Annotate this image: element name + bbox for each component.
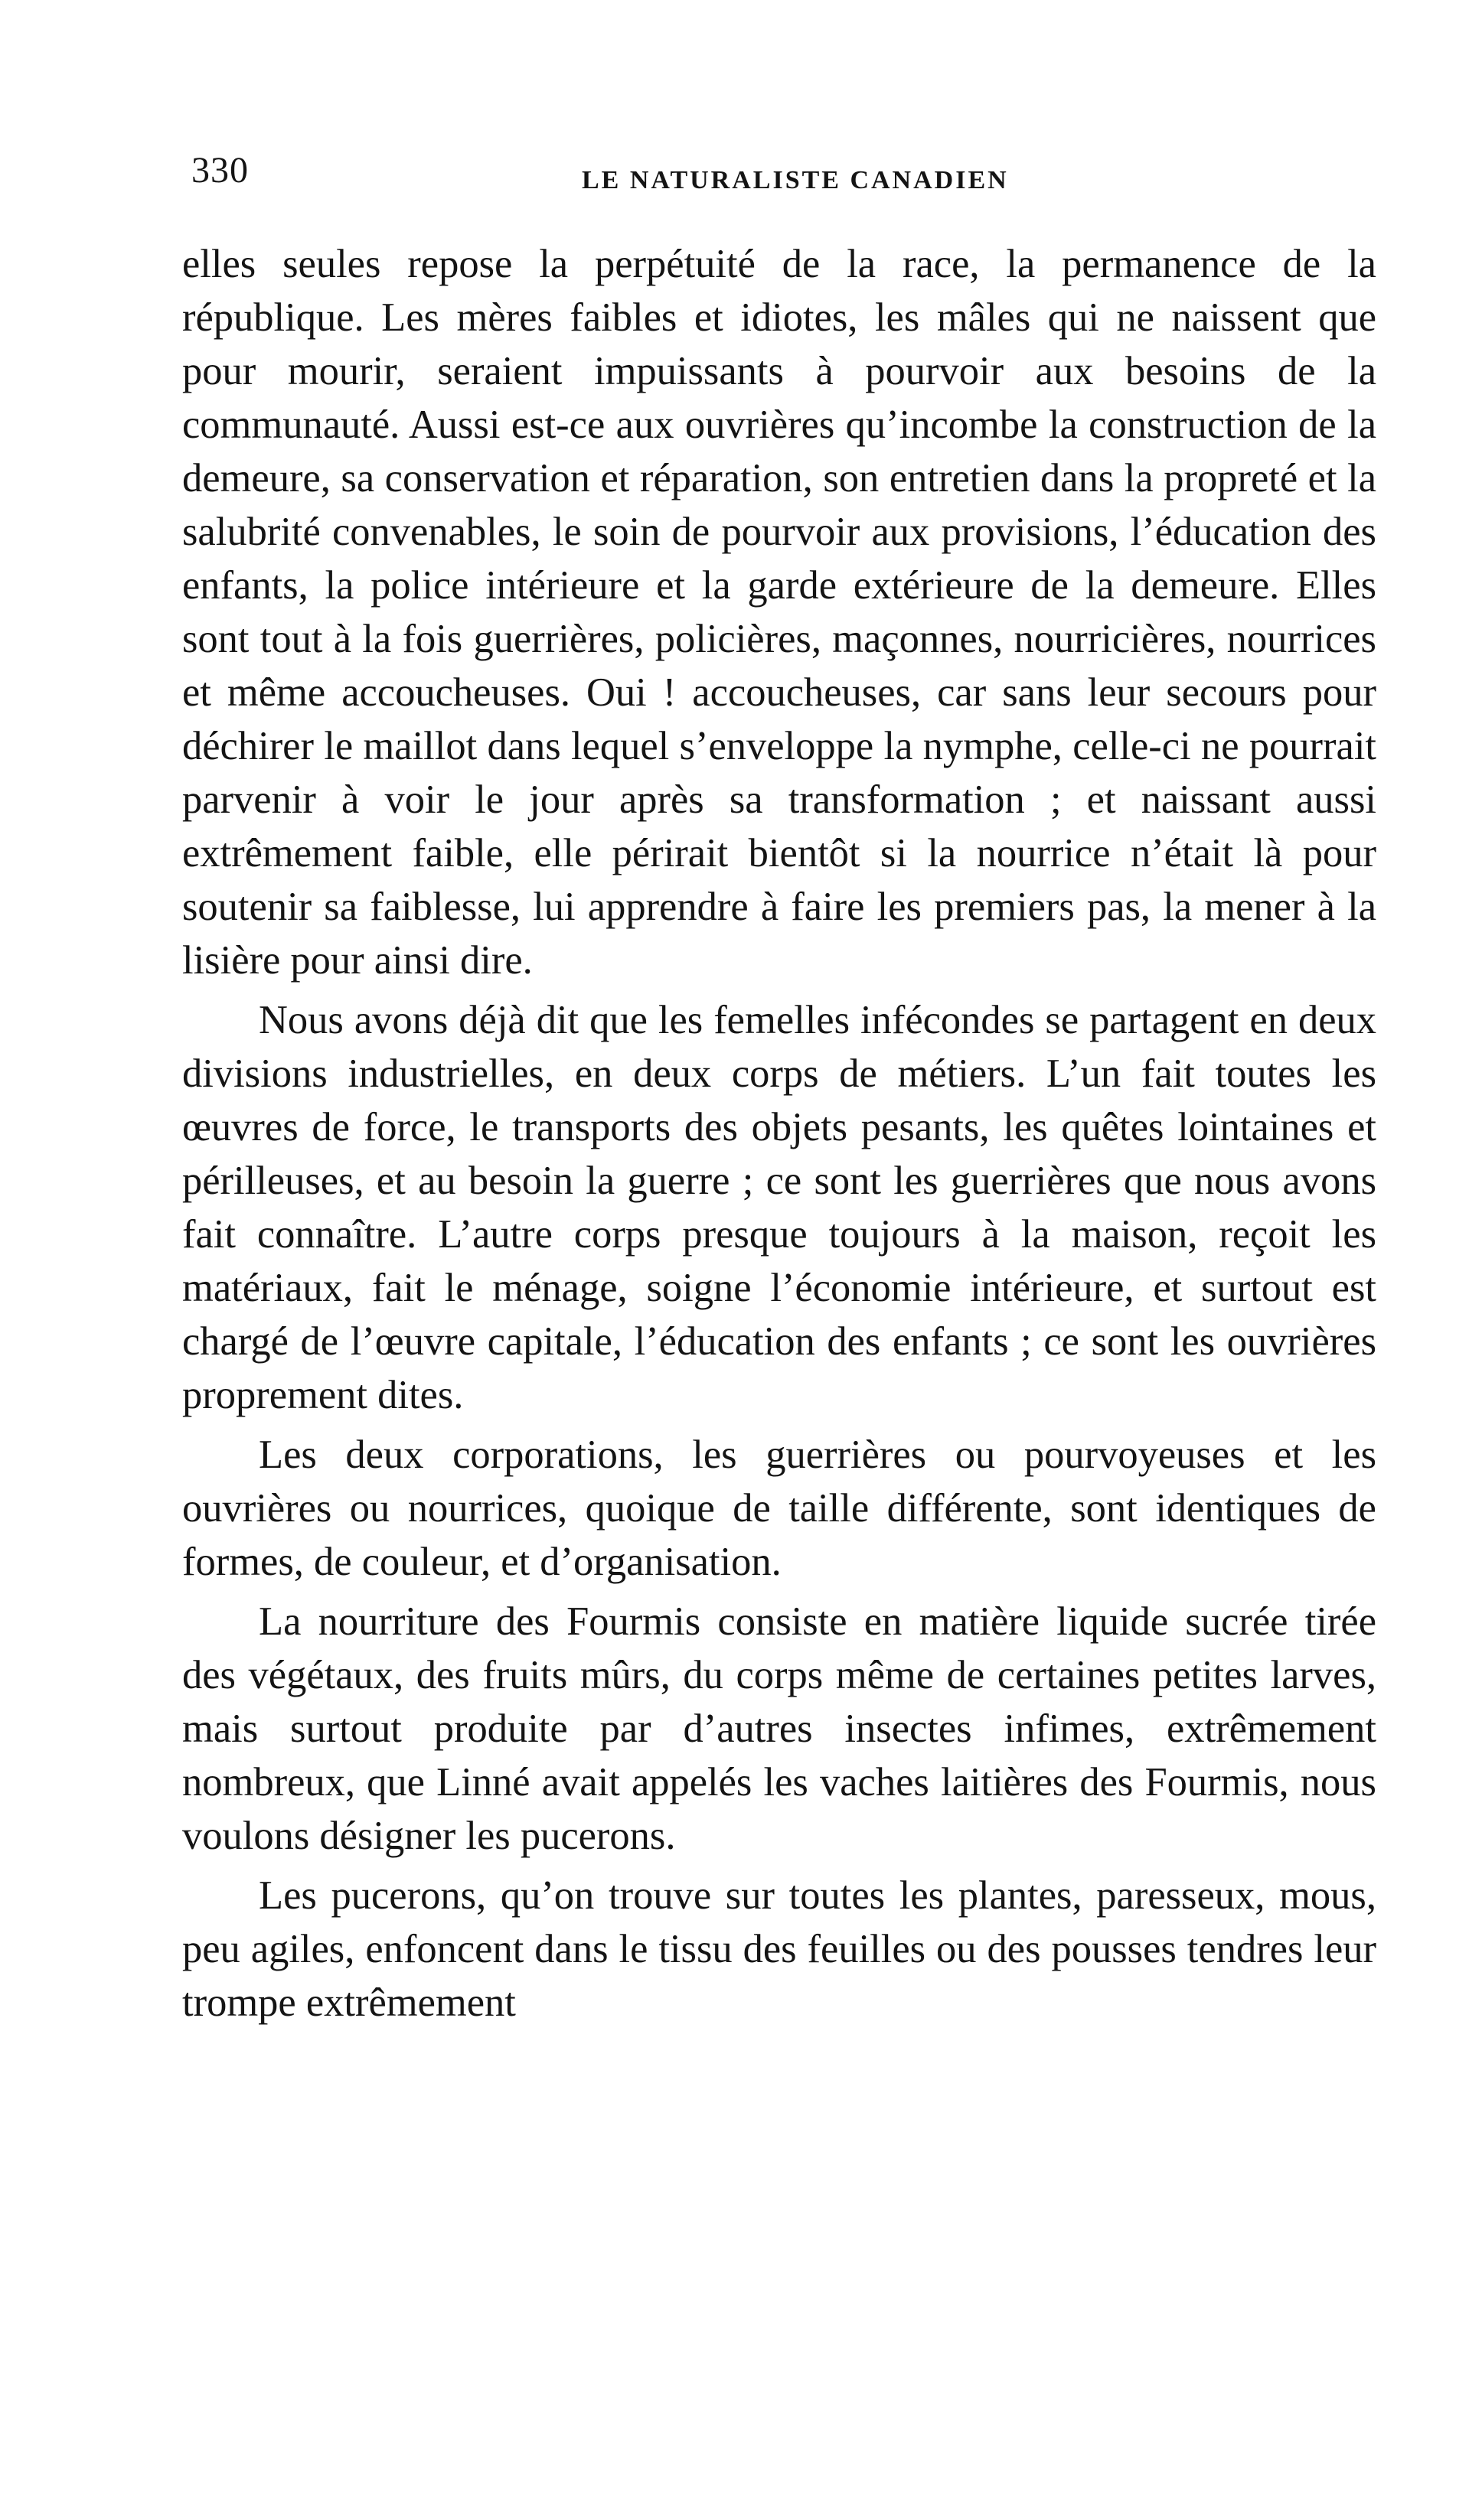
body-text <box>182 237 1376 2029</box>
paragraph-3: Les deux corporations, les guerrières ou pourvoyeuses et les ouvrières ou nourrices, quoique de taille différente, sont identiques de formes, de couleur, et d’organisation. <box>182 1433 1376 1584</box>
page-number: 330 <box>191 150 249 191</box>
paragraph-5: Les pucerons, qu’on trouve sur toutes les plantes, paresseux, mous, peu agiles, enfoncent dans le tissu des feuilles ou des pousses tendres leur trompe extrêmement <box>182 1873 1376 2025</box>
running-title: LE NATURALISTE CANADIEN <box>582 166 1009 194</box>
paragraph-2: Nous avons déjà dit que les femelles infécondes se partagent en deux divisions industrielles, en deux corps de métiers. L’un fait toutes les œuvres de force, le transports des objets pesants, les quêtes lointaines et périlleuses, et au besoin la guerre ; ce sont les guerrières que nous avons fait connaître. L’autre corps presque toujours à la maison, reçoit les matériaux, fait le ménage, soigne l’économie intérieure, et surtout est chargé de l’œuvre capitale, l’éducation des enfants ; ce sont les ouvrières proprement dites. <box>182 998 1376 1417</box>
page-header <box>191 149 1386 210</box>
paragraph-1: elles seules repose la perpétuité de la race, la permanence de la république. Les mères faibles et idiotes, les mâles qui ne naissent que pour mourir, seraient impuissants à pourvoir aux besoins de la communauté. Aussi est-ce aux ouvrières qu’incombe la construction de la demeure, sa conservation et réparation, son entretien dans la propreté et la salubrité convenables, le soin de pourvoir aux provisions, l’éducation des enfants, la police intérieure et la garde extérieure de la demeure. Elles sont tout à la fois guerrières, policières, maçonnes, nourricières, nourrices et même accoucheuses. Oui ! accoucheuses, car sans leur secours pour déchirer le maillot dans lequel s’enveloppe la nymphe, celle-ci ne pourrait parvenir à voir le jour après sa transformation ; et naissant aussi extrêmement faible, elle périrait bientôt si la nourrice n’était là pour soutenir sa faiblesse, lui apprendre à faire les premiers pas, la mener à la lisière pour ainsi dire. <box>182 242 1376 983</box>
paragraph-4: La nourriture des Fourmis consiste en matière liquide sucrée tirée des végétaux, des fruits mûrs, du corps même de certaines petites larves, mais surtout produite par d’autres insectes infimes, extrêmement nombreux, que Linné avait appelés les vaches laitières des Fourmis, nous voulons désigner les pucerons. <box>182 1599 1376 1858</box>
